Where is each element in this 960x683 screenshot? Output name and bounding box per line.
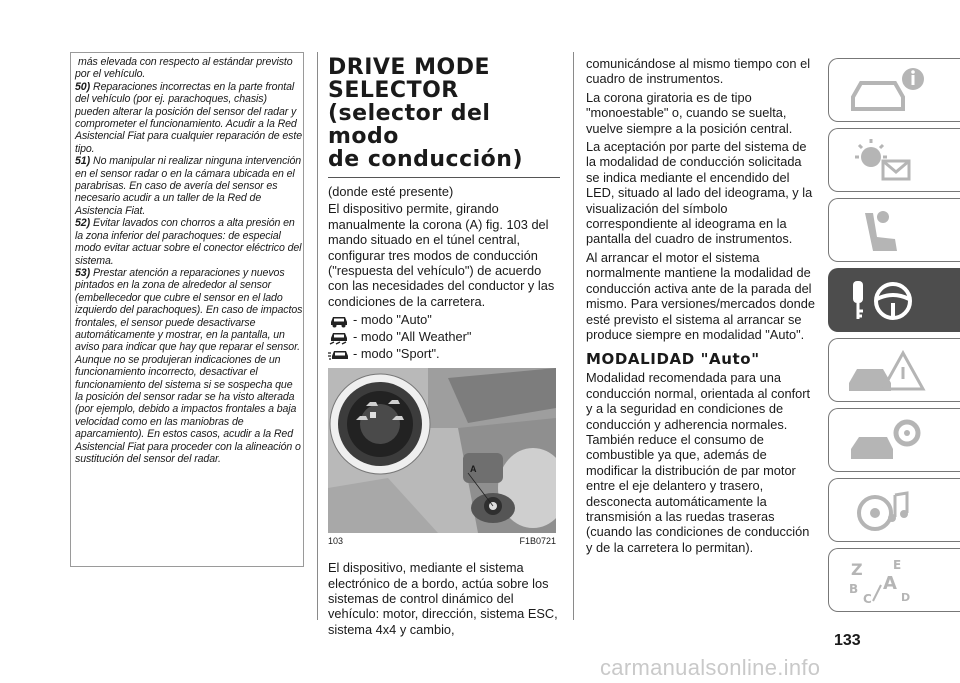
subsection-title-auto: MODALIDAD "Auto"	[586, 350, 760, 369]
seat-safety-icon	[843, 205, 933, 257]
paragraph-auto: Modalidad recomendada para una conducción normal, orientada al confort y a la seguridad en condiciones de conducción y adherencia normales. También reduce el consumo de combustible ya que, además de modificar la distribución de par motor entre el eje delantero y trasero, desconecta automáticamente la transmisión a las ruedas traseras (cuando las condiciones de conducción y de la carretera lo permitan).	[586, 370, 811, 555]
note-continuation: más elevada con respecto al estándar previsto por el vehículo.	[75, 56, 293, 81]
mode-auto: - modo "Auto"	[328, 311, 560, 328]
tab-knowing-vehicle[interactable]	[828, 58, 960, 122]
emergency-triangle-icon	[843, 345, 933, 397]
col3-text	[586, 56, 818, 558]
note-51: 51) No manipular ni realizar ninguna intervención en el sensor radar o en la cámara ubicada en el parabrisas. En caso de avería del sensor es necesario acudir a un taller de la Red de Asistencia Fiat.	[75, 155, 302, 217]
intro-presence: (donde esté presente)	[328, 184, 454, 199]
steering-key-icon	[843, 275, 933, 327]
mode-sport: - modo "Sport".	[328, 345, 560, 362]
paragraph-start: Al arrancar el motor el sistema normalmente mantiene la modalidad de conducción activa ante de la parada del mismo. Para versiones/mercados donde esté previsto el sistema al arrancar se produce siempre en modalidad "Auto".	[586, 249, 816, 342]
figure-code: F1B0721	[519, 536, 556, 547]
mode-all-weather: - modo "All Weather"	[328, 328, 560, 345]
index-letter-d: D	[901, 591, 911, 604]
index-letter-e: E	[893, 558, 902, 572]
car-info-icon	[843, 65, 933, 117]
column-divider	[317, 52, 318, 620]
chapter-tabs	[828, 58, 960, 618]
system-description: El dispositivo, mediante el sistema electrónico de a bordo, actúa sobre los sistemas de control dinámico del vehículo: motor, dirección, sistema ESC, sistema 4x4 y cambio,	[328, 560, 558, 637]
alphabetical-index-icon	[843, 555, 933, 607]
all-weather-mode-icon	[328, 329, 350, 345]
paragraph-led: La aceptación por parte del sistema de la modalidad de conducción solicitada se indica mediante el encendido del LED, situado al lado del ideograma, y la visualización del símbolo correspondiente al ideograma en la pantalla del cuadro de instrumentos.	[586, 139, 813, 247]
note-52: 52) Evitar lavados con chorros a alta presión en la zona inferior del parachoques: de especial modo evitar actuar sobre el conector eléctrico del sistema.	[75, 217, 302, 267]
figure-number: 103	[328, 536, 344, 547]
index-letter-a: A	[883, 573, 897, 594]
note-50: 50) Reparaciones incorrectas en la parte frontal del vehículo (por ej. parachoques, chasis) pueden alterar la posición del sensor del radar y comprometer el funcionamiento. Acudir a la Red Asistencial Fiat para cualquier reparación de este tipo.	[75, 80, 303, 155]
watermark: carmanualsonline.info	[600, 655, 821, 680]
tab-warning-lights[interactable]	[828, 128, 960, 192]
figure-103-photo	[328, 368, 556, 533]
paragraph-ring: La corona giratoria es de tipo "monoestable" o, cuando se suelta, vuelve siempre a la posición central.	[586, 89, 793, 136]
column-divider	[573, 52, 574, 620]
title-rule	[328, 177, 560, 178]
auto-mode-icon	[328, 312, 350, 328]
sport-mode-icon	[328, 346, 350, 362]
multimedia-icon	[843, 485, 933, 537]
note-53: 53) Prestar atención a reparaciones y nuevos pintados en la zona de alrededor al sensor (embellecedor que cubre el sensor en el lado izquierdo del parachoques). En caso de impactos frontales, el sensor puede desactivarse automáticamente y mostrar, en la pantalla, un aviso para indicar que hay que reparar el sensor. Aunque no se produjeran indicaciones de un funcionamiento incorrecto, desactivar el funcionamiento del sistema si se sospecha que la posición del sensor radar se ha visto alterada (por ejemplo, debido a impactos frontales a baja velocidad como en las maniobras de aparcamiento). En estos casos, acudir a la Red Asistencial Fiat para proceder con la alineación o sustitución del sensor del radar.	[75, 266, 303, 465]
section-title: DRIVE MODE SELECTOR (selector del modo de conducción)	[328, 55, 524, 172]
notes-box	[70, 52, 304, 567]
warning-lights-icon	[843, 135, 933, 187]
tab-maintenance[interactable]	[828, 408, 960, 472]
drive-mode-selector-illustration	[328, 368, 556, 533]
figure-label-a: A	[470, 464, 477, 475]
page-number: 133	[834, 632, 861, 649]
figure-caption	[328, 536, 556, 546]
tab-multimedia[interactable]	[828, 478, 960, 542]
index-letter-z: Z	[851, 560, 863, 579]
intro-description: El dispositivo permite, girando manualmente la corona (A) fig. 103 del mando situado en el túnel central, configurar tres modos de conducción ("respuesta del vehículo") de acuerdo con las necesidades del conductor y las condiciones de la carretera.	[328, 201, 555, 309]
paragraph-communication: comunicándose al mismo tiempo con el cuadro de instrumentos.	[586, 56, 811, 87]
drive-mode-section	[328, 56, 560, 639]
index-letter-c: C	[863, 592, 872, 606]
tab-safety[interactable]	[828, 198, 960, 262]
tab-emergency[interactable]	[828, 338, 960, 402]
index-letter-b: B	[849, 582, 859, 596]
maintenance-icon	[843, 415, 933, 467]
tab-starting-driving[interactable]	[828, 268, 960, 332]
tab-index[interactable]	[828, 548, 960, 612]
